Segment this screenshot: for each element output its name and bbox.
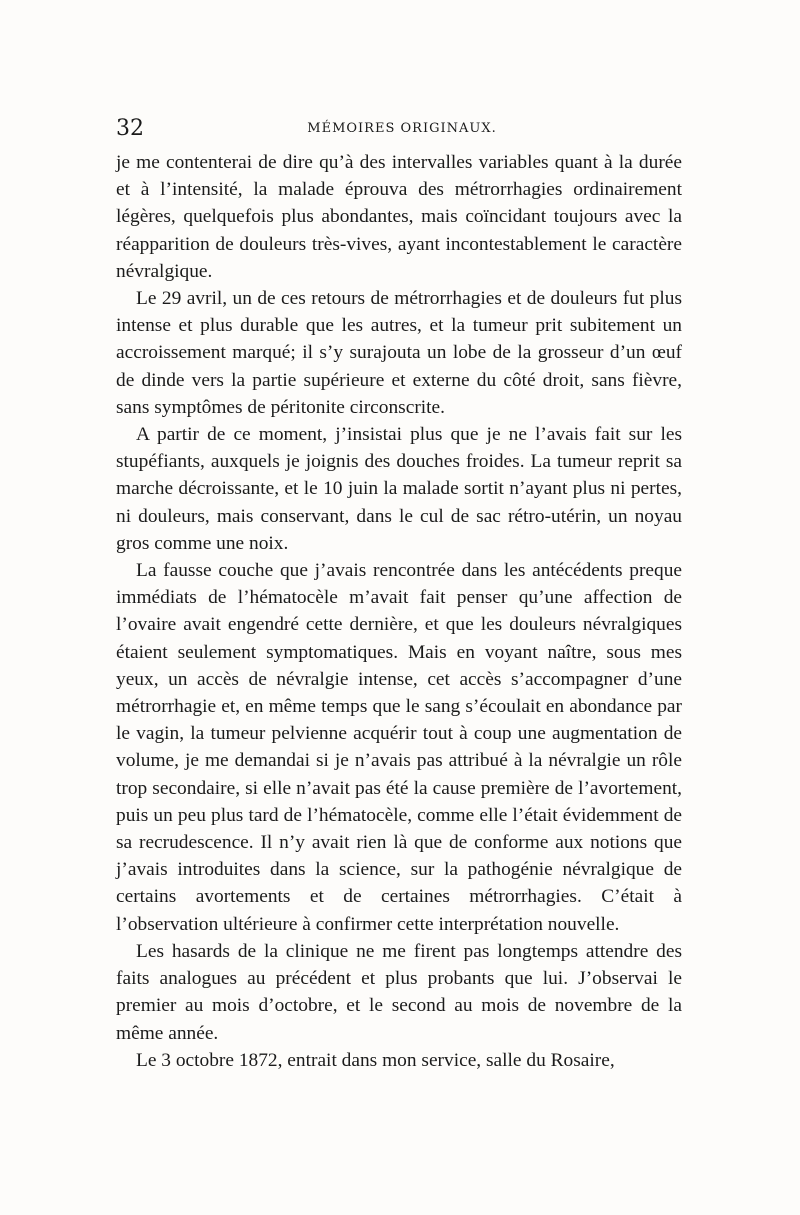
page-header — [116, 116, 688, 142]
paragraph: Le 3 octobre 1872, entrait dans mon service, salle du Rosaire, — [136, 1049, 615, 1071]
page-number: 32 — [116, 116, 144, 141]
paragraph: Les hasards de la clinique ne me firent pas longtemps attendre des faits analogues au précédent et plus probants que lui. J’observai le premier au mois d’octobre, et le second au mois de novembre de la même année. — [116, 940, 682, 1044]
paragraph: La fausse couche que j’avais rencontrée dans les antécédents preque immédiats de l’hématocèle m’avait fait penser qu’une affection de l’ovaire avait engendré cette dernière, et que les douleurs névralgiques étaient seulement symptomatiques. Mais en voyant naître, sous mes yeux, un accès de névralgie intense, cet accès s’accompagner d’une métrorrhagie et, en même temps que le sang s’écoulait en abondance par le vagin, la tumeur pelvienne acquérir tout à coup une augmentation de volume, je me demandai si je n’avais pas attribué à la névralgie un rôle trop secondaire, si elle n’avait pas été la cause première de l’avortement, puis un peu plus tard de l’hématocèle, comme elle l’était évidemment de sa recrudescence. Il n’y avait rien là que de conforme aux notions que j’avais introduites dans la science, sur la pathogénie névralgique de certains avortements et de certaines métrorrhagies. C’était à l’observation ultérieure à confirmer cette interprétation nouvelle. — [116, 560, 682, 935]
running-title: MÉMOIRES ORIGINAUX. — [307, 121, 497, 136]
body-text — [116, 149, 682, 1074]
paragraph-continued: je me contenterai de dire qu’à des intervalles variables quant à la durée et à l’intensité, la malade éprouva des métrorrhagies ordinairement légères, quelquefois plus abondantes, mais coïncidant toujours avec la réapparition de douleurs très-vives, ayant incontestablement le caractère névralgique. — [116, 152, 682, 282]
paragraph: A partir de ce moment, j’insistai plus que je ne l’avais fait sur les stupéfiants, auxquels je joignis des douches froides. La tumeur reprit sa marche décroissante, et le 10 juin la malade sortit n’ayant plus ni pertes, ni douleurs, mais conservant, dans le cul de sac rétro-utérin, un noyau gros comme une noix. — [116, 424, 682, 554]
paragraph: Le 29 avril, un de ces retours de métrorrhagies et de douleurs fut plus intense et plus durable que les autres, et la tumeur prit subitement un accroissement marqué; il s’y surajouta un lobe de la grosseur d’un œuf de dinde vers la partie supérieure et externe du côté droit, sans fièvre, sans symptômes de péritonite circonscrite. — [116, 288, 682, 418]
